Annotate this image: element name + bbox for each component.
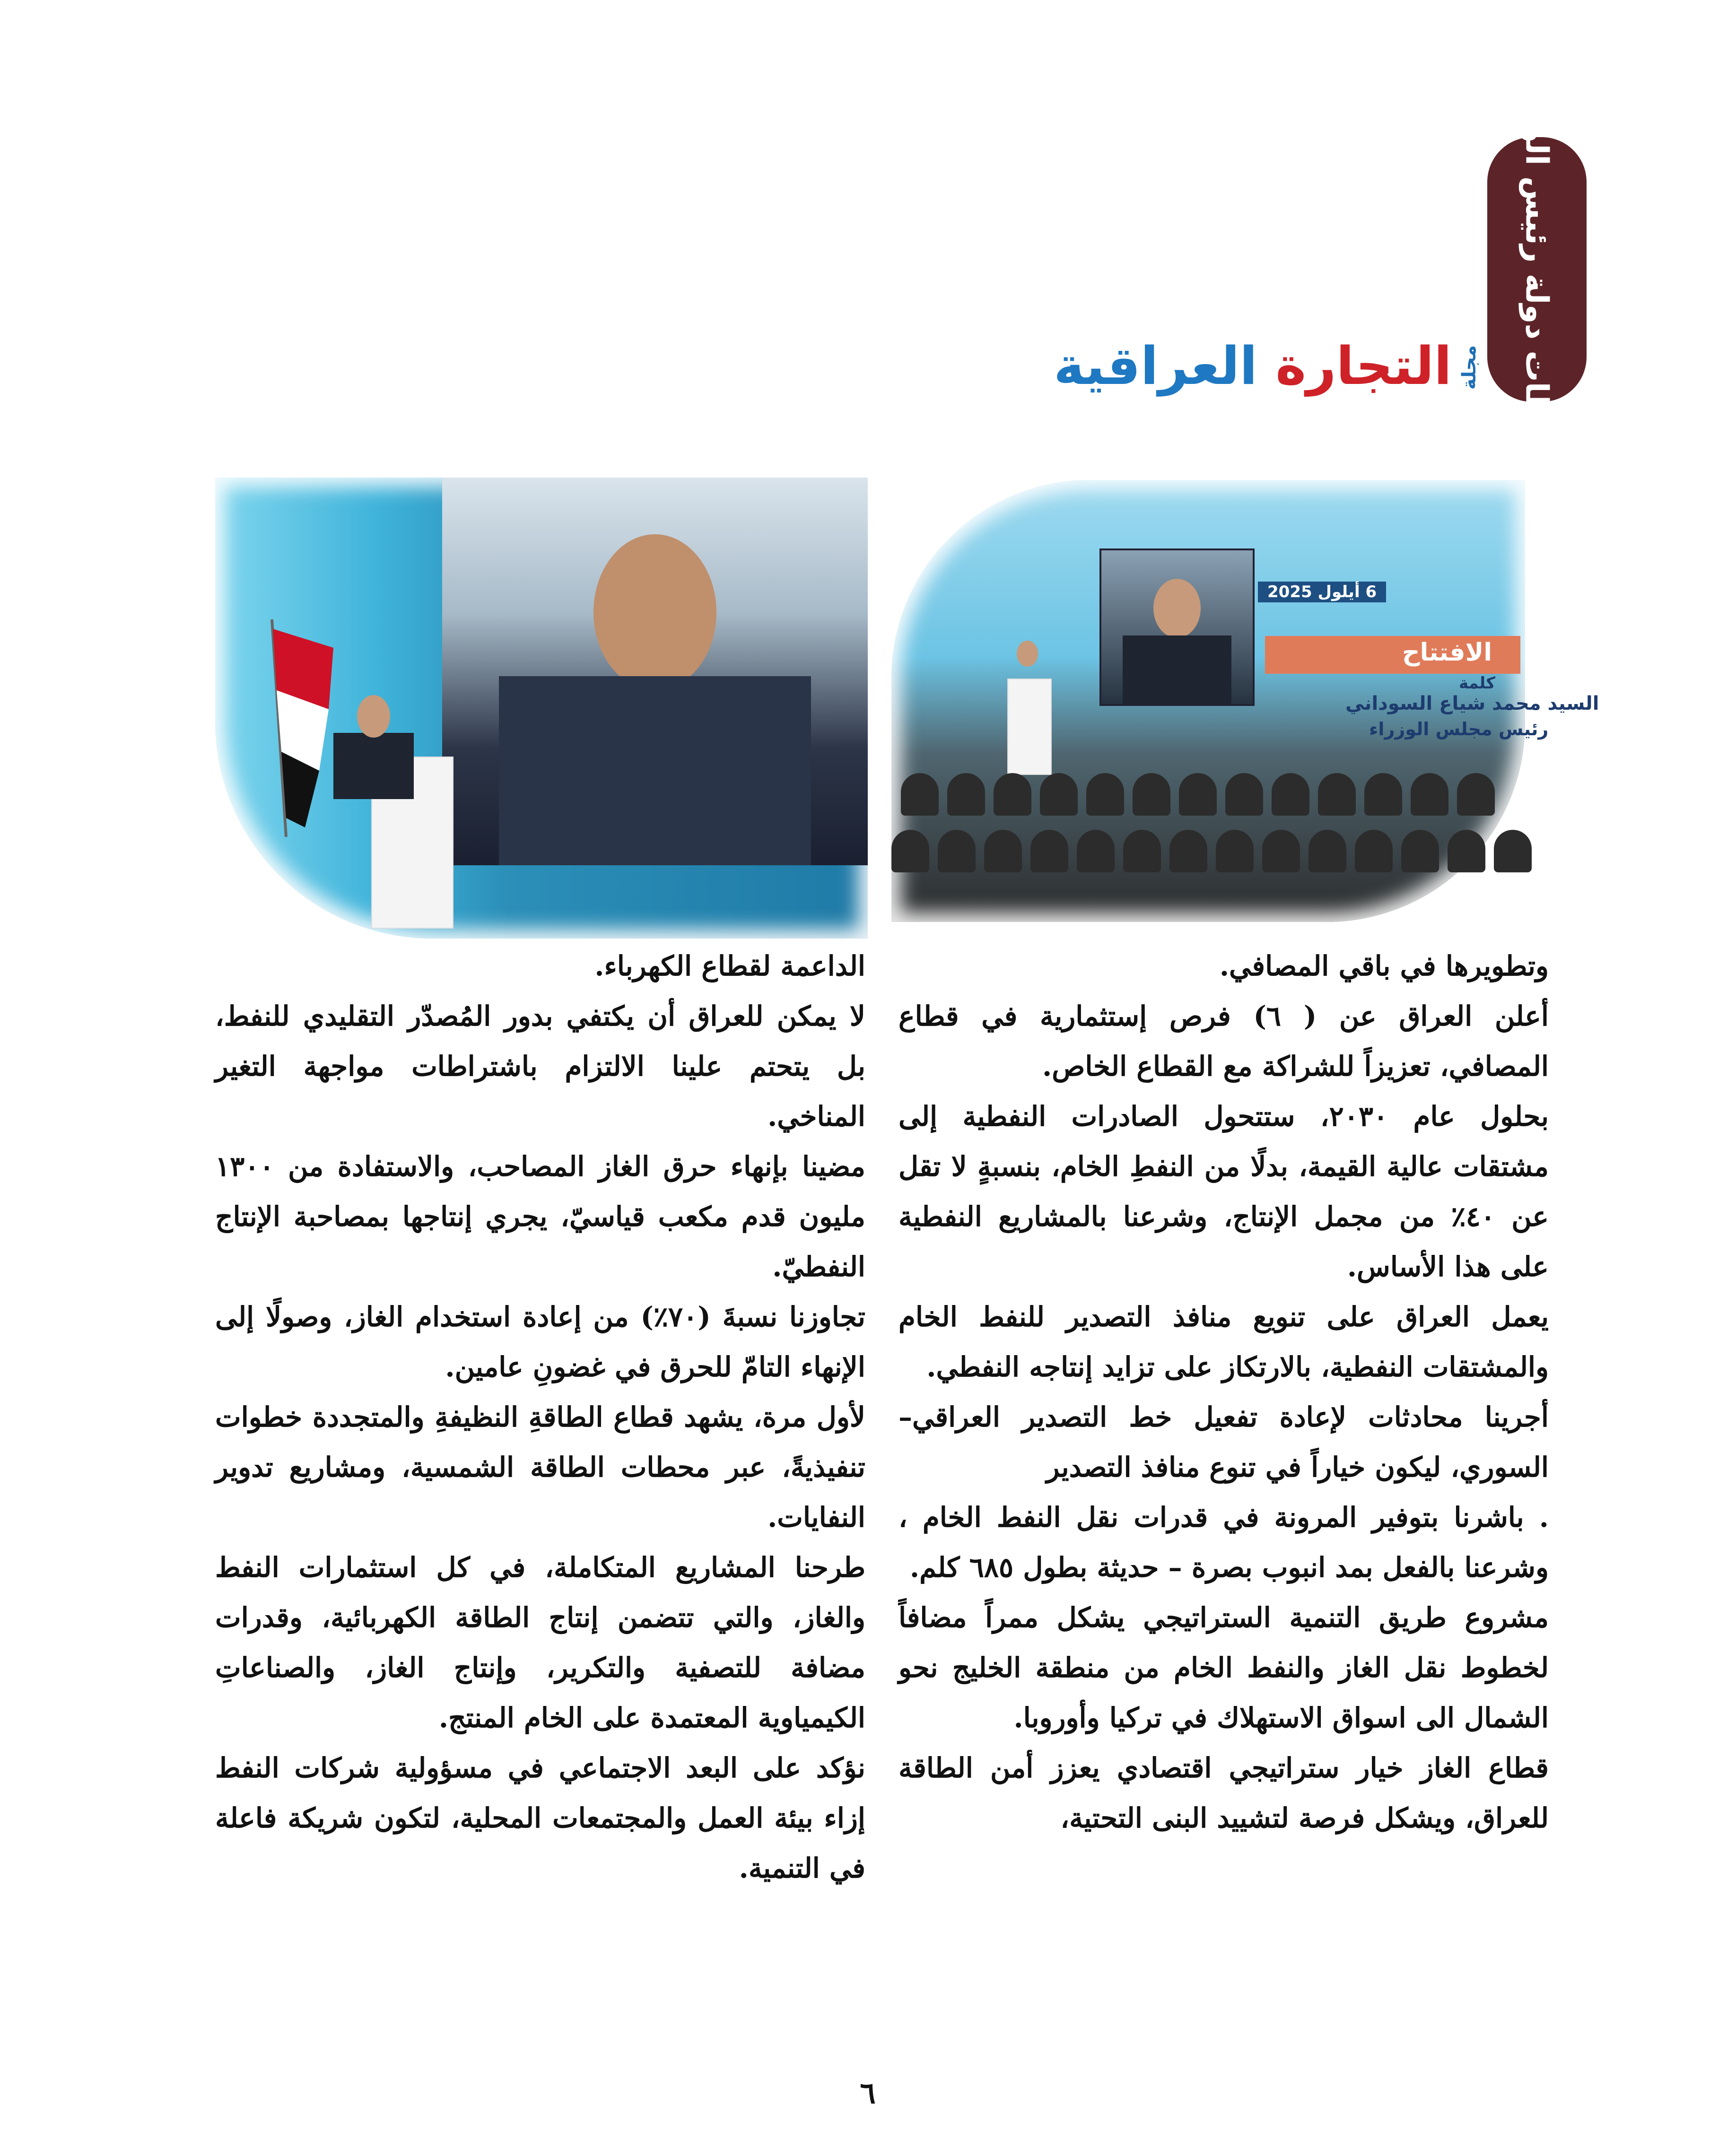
- conference-hall-photo: [891, 480, 1599, 922]
- paragraph: الداعمة لقطاع الكهرباء.: [594, 950, 865, 982]
- section-title: نشاطات دولة رئيس الوزراء: [1518, 61, 1555, 478]
- speaker-head: [357, 695, 390, 738]
- logo-title: [1054, 336, 1452, 396]
- logo-word-1: التجارة: [1275, 336, 1452, 396]
- logo-label: مجلة: [1458, 345, 1480, 390]
- paragraph: . باشرنا بتوفير المرونة في قدرات نقل النفط الخام ، وشرعنا بالفعل بمد انبوب بصرة – حديثة بطول ٦٨٥ كلم.: [899, 1501, 1549, 1583]
- podium: [1007, 679, 1052, 775]
- article-column-right: [899, 941, 1549, 1843]
- paragraph: وتطويرها في باقي المصافي.: [1219, 950, 1549, 982]
- paragraph: لا يمكن للعراق أن يكتفي بدور المُصدّر التقليدي للنفط، بل يتحتم علينا الالتزام باشتراطات مواجهة التغير المناخي.: [215, 1000, 865, 1132]
- banner-line-2: السيد محمد شياع السوداني: [1345, 693, 1599, 714]
- banner-line-1: كلمة: [1459, 674, 1496, 693]
- paragraph: قطاع الغاز خيار ستراتيجي اقتصادي يعزز أمن الطاقة للعراق، ويشكل فرصة لتشييد البنى التحتية،: [899, 1752, 1549, 1834]
- speaker-body: [333, 733, 414, 799]
- audience-row-2: [891, 830, 1532, 872]
- page-number: ٦: [860, 2076, 876, 2110]
- video-screen: [1099, 548, 1255, 706]
- article-column-left: [215, 941, 865, 1893]
- paragraph: نؤكد على البعد الاجتماعي في مسؤولية شركات النفط إزاء بيئة العمل والمجتمعات المحلية، لتكون شريكة فاعلة في التنمية.: [215, 1752, 865, 1884]
- banner-line-3: رئيس مجلس الوزراء: [1369, 719, 1549, 739]
- paragraph: يعمل العراق على تنويع منافذ التصدير للنفط الخام والمشتقات النفطية، بالارتكاز على تزايد إنتاجه النفطي.: [899, 1301, 1549, 1383]
- audience-row-1: [901, 773, 1495, 816]
- section-tab: [1487, 61, 1587, 478]
- paragraph: طرحنا المشاريع المتكاملة، في كل استثمارات النفط والغاز، والتي تتضمن إنتاج الطاقة الكهربائية، وقدرات مضافة للتصفية والتكرير، وإنتاج الغاز، والصناعاتِ الكيمياوية المعتمدة على الخام المنتج.: [215, 1551, 865, 1734]
- banner-heading: الافتتاح: [1402, 638, 1492, 667]
- speaker: [1017, 641, 1038, 667]
- paragraph: تجاوزنا نسبةَ (٧٠٪) من إعادة استخدام الغاز، وصولًا إلى الإنهاء التامّ للحرق في غضونِ عامين.: [215, 1301, 865, 1383]
- paragraph: أجرينا محادثات لإعادة تفعيل خط التصدير العراقي– السوري، ليكون خياراً في تنوع منافذ التصدير: [899, 1401, 1549, 1483]
- paragraph: بحلول عام ٢٠٣٠، ستتحول الصادرات النفطية إلى مشتقات عالية القيمة، بدلًا من النفطِ الخام، بنسبةٍ لا تقل عن ٤٠٪ من مجمل الإنتاج، وشرعنا بالمشاريع النفطية على هذا الأساس.: [899, 1100, 1549, 1283]
- speaker-photo: [215, 478, 868, 939]
- logo-word-2: العراقية: [1054, 336, 1257, 396]
- banner-date: 6 أيلول 2025: [1258, 582, 1386, 602]
- paragraph: مشروع طريق التنمية الستراتيجي يشكل ممراً مضافاً لخطوط نقل الغاز والنفط الخام من منطقة الخليج نحو الشمال الى اسواق الاستهلاك في تركيا وأوروبا.: [899, 1601, 1549, 1734]
- iraq-flag: [234, 619, 348, 837]
- paragraph: مضينا بإنهاء حرق الغاز المصاحب، والاستفادة من ١٣٠٠ مليون قدم مكعب قياسيّ، يجري إنتاجها بمصاحبة الإنتاج النفطيّ.: [215, 1150, 865, 1283]
- paragraph: أعلن العراق عن ( ٦) فرص إستثمارية في قطاع المصافي، تعزيزاً للشراكة مع القطاع الخاص.: [899, 1000, 1549, 1082]
- magazine-logo: [1054, 331, 1480, 402]
- large-screen: [442, 478, 868, 865]
- paragraph: لأول مرة، يشهد قطاع الطاقةِ النظيفةِ والمتجددة خطوات تنفيذيةً، عبر محطات الطاقة الشمسية، ومشاريع تدوير النفايات.: [215, 1401, 865, 1533]
